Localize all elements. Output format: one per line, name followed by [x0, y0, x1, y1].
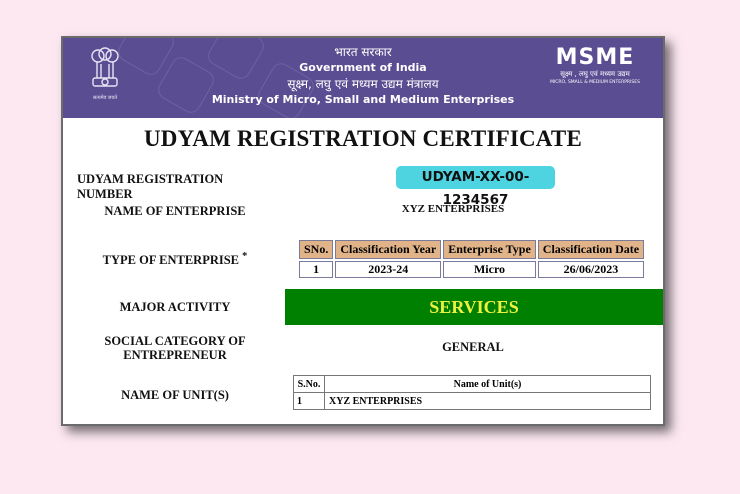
major-activity-label: MAJOR ACTIVITY [119, 300, 231, 314]
table-header-row [299, 240, 644, 259]
enterprise-name-value: XYZ ENTERPRISES [401, 203, 505, 215]
header-classification-date: Classification Date [538, 240, 644, 259]
social-category-label: SOCIAL CATEGORY OF ENTREPRENEUR [104, 334, 246, 362]
cell-unit-name: XYZ ENTERPRISES [325, 393, 651, 410]
units-table [293, 375, 651, 410]
cell-sno: 1 [299, 261, 333, 278]
certificate-title: UDYAM REGISTRATION CERTIFICATE [143, 126, 582, 151]
header-sno: S.No. [294, 376, 325, 393]
enterprise-name-label: NAME OF ENTERPRISE [104, 204, 246, 218]
hindi-ministry-text: सूक्ष्म, लघु एवं मध्यम उद्यम मंत्रालय [287, 77, 439, 91]
msme-logo [545, 46, 645, 86]
header-classification-year: Classification Year [335, 240, 441, 259]
svg-text:सत्यमेव जयते: सत्यमेव जयते [92, 96, 118, 101]
certificate-card [61, 36, 665, 426]
header-unit-name: Name of Unit(s) [325, 376, 651, 393]
msme-hindi-tagline: सूक्ष्म , लघु एवं मध्यम उद्यम [560, 70, 630, 78]
hindi-government-text: भारत सरकार [334, 45, 392, 59]
table-row [299, 261, 644, 278]
ministry-name-text: Ministry of Micro, Small and Medium Enterprises [211, 93, 515, 106]
national-emblem-icon [85, 44, 125, 106]
government-of-india-text: Government of India [299, 61, 427, 74]
required-asterisk: * [242, 251, 248, 262]
classification-table [297, 238, 646, 280]
msme-english-tagline: MICRO, SMALL & MEDIUM ENTERPRISES [550, 80, 640, 85]
units-label: NAME OF UNIT(S) [121, 388, 229, 402]
enterprise-type-label: TYPE OF ENTERPRISE * [102, 251, 248, 268]
table-row [294, 393, 651, 410]
header-enterprise-type: Enterprise Type [443, 240, 536, 259]
reg-number-label: UDYAM REGISTRATION NUMBER [77, 172, 224, 201]
cell-classification-year: 2023-24 [335, 261, 441, 278]
reg-number-badge: UDYAM-XX-00-1234567 [396, 166, 555, 189]
social-category-value: GENERAL [442, 340, 504, 354]
ministry-banner [63, 38, 663, 118]
header-sno: SNo. [299, 240, 333, 259]
banner-text [183, 44, 543, 108]
cell-sno: 1 [294, 393, 325, 410]
cell-classification-date: 26/06/2023 [538, 261, 644, 278]
major-activity-value: SERVICES [285, 289, 663, 325]
cell-enterprise-type: Micro [443, 261, 536, 278]
msme-logo-mark: MSME [555, 45, 635, 70]
table-header-row [294, 376, 651, 393]
